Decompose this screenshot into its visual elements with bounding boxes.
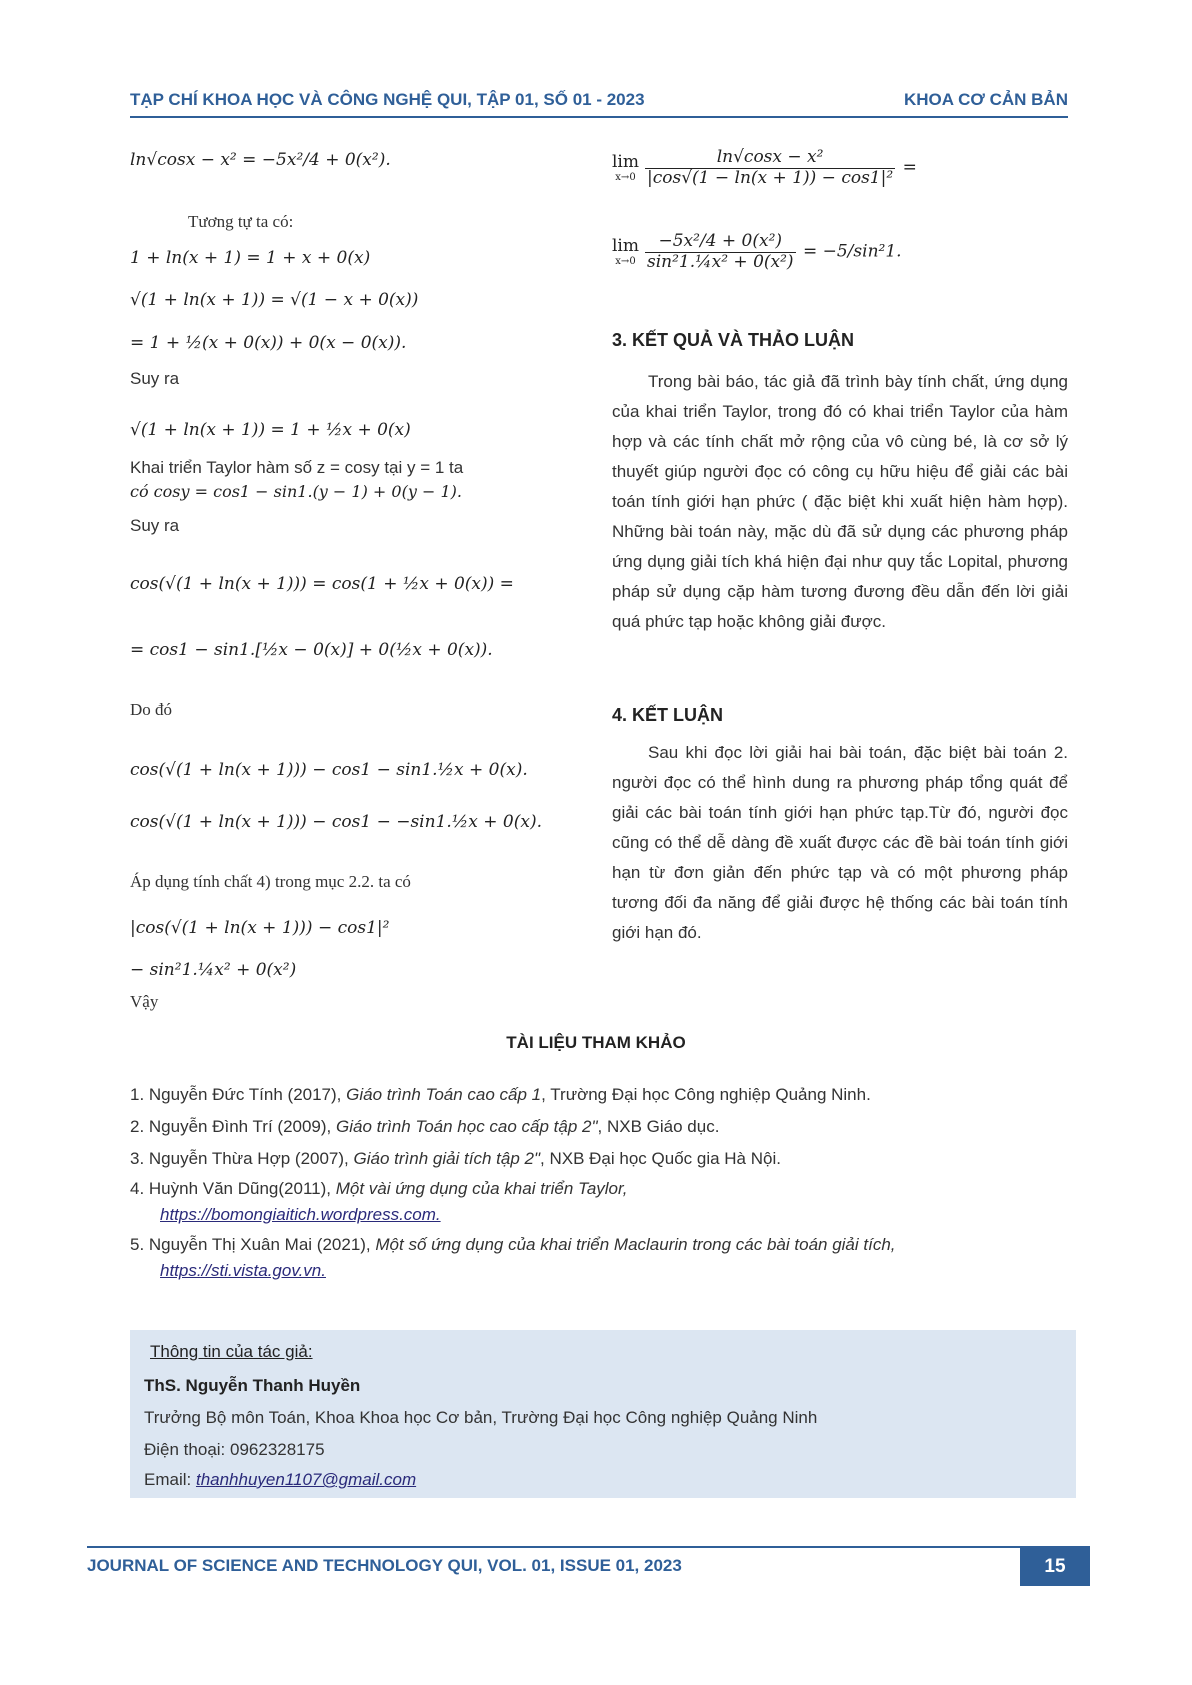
author-info-box	[130, 1330, 1076, 1498]
reference-title: Giáo trình giải tích tập 2"	[353, 1149, 541, 1168]
reference-item: 3. Nguyễn Thừa Hợp (2007), Giáo trình giải tích tập 2", NXB Đại học Quốc gia Hà Nội.	[130, 1149, 781, 1168]
limit-1-denominator: |cos√(1 − ln(x + 1)) − cos1|²	[647, 167, 894, 188]
equation-cos-diff-1: cos(√(1 + ln(x + 1))) − cos1 − sin1.½x + 0(x).	[130, 760, 528, 780]
limit-expression-1: lim x→0 $\frac{\text{ln√cosx − x²}}{\text{|cos√(1 − ln(x + 1)) − cos1|²}}$ =	[612, 147, 917, 188]
author-position: Trưởng Bộ môn Toán, Khoa Khoa học Cơ bản, Trường Đại học Công nghiệp Quảng Ninh	[144, 1408, 818, 1427]
equation-line-1: ln√cosx − x² = −5x²/4 + 0(x²).	[130, 150, 391, 170]
reference-link[interactable]: https://bomongiaitich.wordpress.com.	[160, 1205, 441, 1224]
suy-ra-1: Suy ra	[130, 369, 180, 388]
reference-item: 5. Nguyễn Thị Xuân Mai (2021), Một số ứng dụng của khai triển Maclaurin trong các bài toán giải tích, https://sti.vista.gov.vn.	[130, 1235, 896, 1280]
page-number: 15	[1020, 1548, 1090, 1586]
reference-title: Giáo trình Toán cao cấp 1	[346, 1085, 542, 1104]
reference-link[interactable]: https://sti.vista.gov.vn.	[160, 1261, 326, 1280]
author-name: ThS. Nguyễn Thanh Huyền	[144, 1376, 361, 1395]
author-info-heading: Thông tin của tác giả:	[150, 1342, 313, 1361]
equation-cos-expanded: = cos1 − sin1.[½x − 0(x)] + 0(½x + 0(x)).	[130, 640, 493, 660]
email-label: Email:	[144, 1470, 196, 1489]
section-3-title: 3. KẾT QUẢ VÀ THẢO LUẬN	[612, 330, 855, 350]
author-phone: Điện thoại: 0962328175	[144, 1440, 325, 1459]
limit-expression-2: lim x→0 $\frac{\text{−5x²/4 + 0(x²)}}{\text{sin²1.¼x² + 0(x²)}}$ = −5/sin²1.	[612, 231, 902, 272]
reference-title: Một số ứng dụng của khai triển Maclaurin trong các bài toán giải tích,	[375, 1235, 896, 1254]
vay-text: Vậy	[130, 992, 159, 1011]
similarly-text: Tương tự ta có:	[188, 212, 294, 231]
section-4-title: 4. KẾT LUẬN	[612, 705, 724, 725]
limit-2-result: = −5/sin²1.	[802, 241, 902, 262]
reference-item: 2. Nguyễn Đình Trí (2009), Giáo trình Toán học cao cấp tập 2", NXB Giáo dục.	[130, 1117, 720, 1136]
limit-2-denominator: sin²1.¼x² + 0(x²)	[647, 251, 794, 272]
equation-abs-square: |cos(√(1 + ln(x + 1))) − cos1|²	[130, 918, 390, 938]
reference-title: Một vài ứng dụng của khai triển Taylor,	[335, 1179, 628, 1198]
page-footer	[87, 1546, 1090, 1586]
equation-cos-diff-2: cos(√(1 + ln(x + 1))) − cos1 − −sin1.½x + 0(x).	[130, 812, 542, 832]
reference-item: 1. Nguyễn Đức Tính (2017), Giáo trình Toán cao cấp 1, Trường Đại học Công nghiệp Quảng Ninh.	[130, 1085, 871, 1104]
references-title: TÀI LIỆU THAM KHẢO	[506, 1033, 686, 1052]
header-journal-title: TẠP CHÍ KHOA HỌC VÀ CÔNG NGHỆ QUI, TẬP 01, SỐ 01 - 2023	[130, 90, 645, 109]
author-email-link[interactable]: thanhhuyen1107@gmail.com	[195, 1470, 417, 1489]
taylor-text-1: Khai triển Taylor hàm số z = cosy tại y = 1 ta	[130, 458, 464, 477]
section-3-paragraph: Trong bài báo, tác giả đã trình bày tính chất, ứng dụng của khai triển Taylor, trong đó có khai triển Taylor của hàm hợp và các tính chất mở rộng của vô cùng bé, là cơ sở lý thuyết giúp người đọc có công cụ hữu hiệu để giải các bài toán tính giới hạn phức ( đặc biệt khi xuất hiện hàm hợp). Những bài toán này, mặc dù đã sử dụng các phương pháp ứng dụng giải tích khá hiện đại như quy tắc Lopital, phương pháp sử dụng cặp hàm tương đương đều dẫn đến lời giải quá phức tạp hoặc không giải được.	[612, 372, 1068, 631]
reference-item: 4. Huỳnh Văn Dũng(2011), Một vài ứng dụng của khai triển Taylor, https://bomongiaitich.wordpress.com.	[130, 1179, 628, 1224]
equation-sqrt-result: = 1 + ½(x + 0(x)) + 0(x − 0(x)).	[130, 333, 407, 353]
apply-property-text: Áp dụng tính chất 4) trong mục 2.2. ta có	[130, 872, 411, 891]
equation-cos-composite: cos(√(1 + ln(x + 1))) = cos(1 + ½x + 0(x)) =	[130, 574, 514, 594]
taylor-text-2: có cosy = cos1 − sin1.(y − 1) + 0(y − 1).	[130, 482, 462, 501]
limit-1-numerator: ln√cosx − x²	[645, 148, 895, 169]
section-4-paragraph: Sau khi đọc lời giải hai bài toán, đặc biệt bài toán 2. người đọc có thể hình dung ra phương pháp tổng quát để giải các bài toán tính giới hạn phức tạp.Từ đó, người đọc cũng có thể dễ dàng đề xuất được các đề bài toán tính giới hạn từ đơn giản đến phức tạp và có một phương pháp tương đối đa năng để giải được hệ thống các bài toán tính giới hạn đó.	[612, 743, 1068, 942]
suy-ra-2: Suy ra	[130, 516, 180, 535]
author-email-line	[144, 1470, 416, 1490]
limit-2-numerator: −5x²/4 + 0(x²)	[645, 232, 796, 253]
do-do-text: Do đó	[130, 700, 173, 719]
equation-sin-square: − sin²1.¼x² + 0(x²)	[130, 960, 297, 980]
footer-journal: JOURNAL OF SCIENCE AND TECHNOLOGY QUI, VOL. 01, ISSUE 01, 2023	[87, 1556, 682, 1575]
equation-sqrt-simplified: √(1 + ln(x + 1)) = 1 + ½x + 0(x)	[130, 420, 411, 440]
header-faculty: KHOA CƠ CẢN BẢN	[903, 90, 1068, 109]
equation-ln-expansion: 1 + ln(x + 1) = 1 + x + 0(x)	[130, 248, 371, 268]
equation-sqrt-expansion: √(1 + ln(x + 1)) = √(1 − x + 0(x))	[130, 290, 419, 310]
reference-title: Giáo trình Toán học cao cấp tập 2"	[336, 1117, 598, 1136]
running-header	[130, 84, 1068, 118]
